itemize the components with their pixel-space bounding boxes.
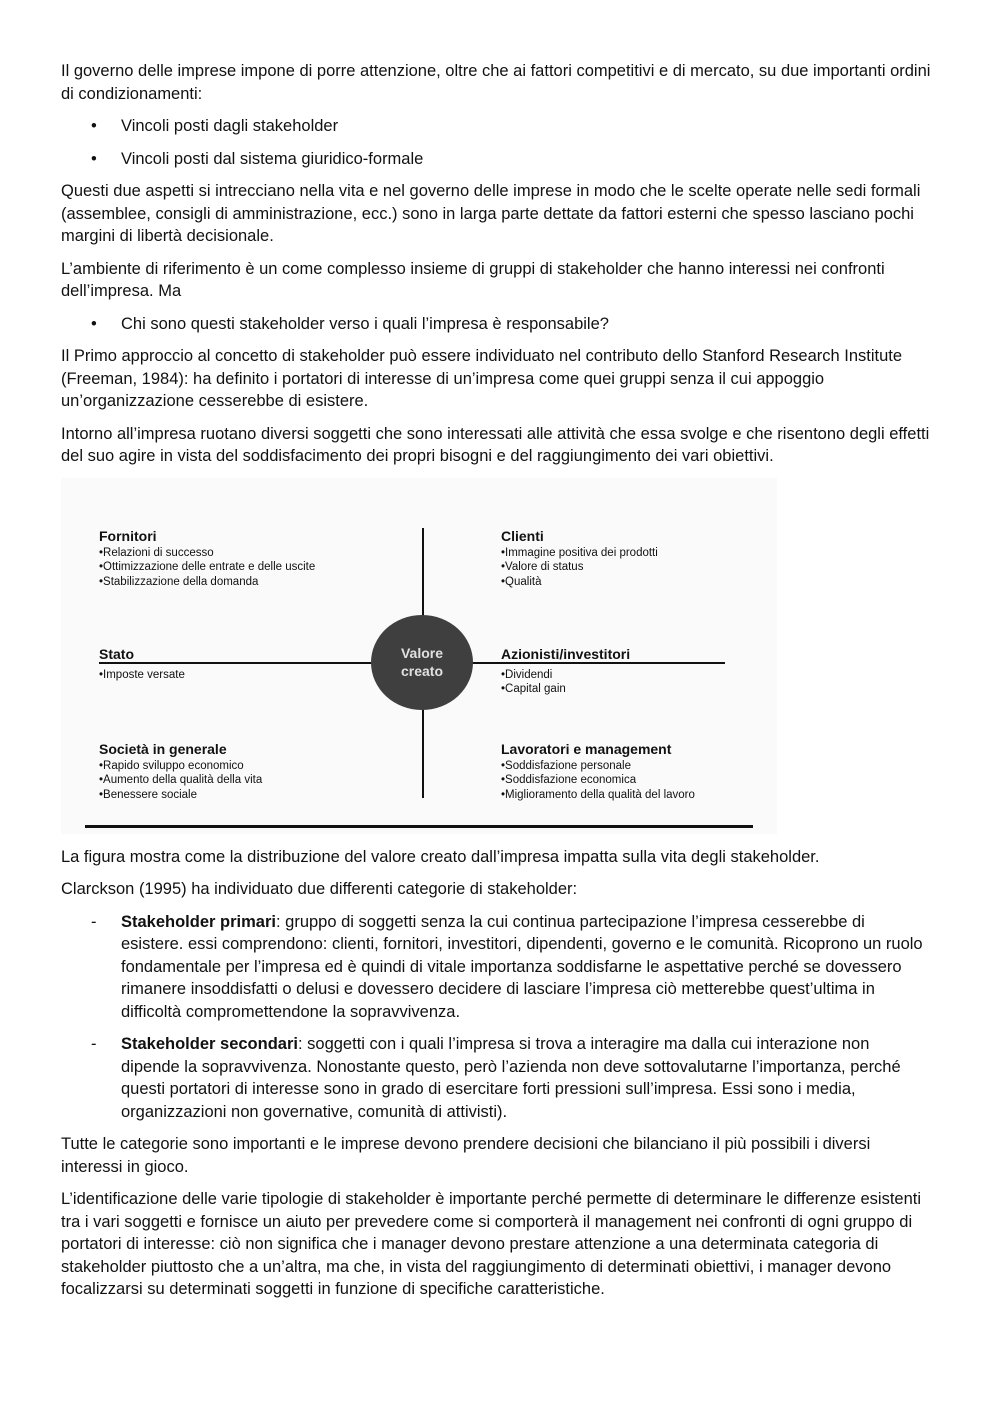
- quadrant-item: • Rapido sviluppo economico: [99, 759, 262, 774]
- term-primary-text: : gruppo di soggetti senza la cui continua partecipazione l’impresa cesserebbe di esistere. essi comprendono: clienti, fornitori, investitori, dipendenti, governo e le comunità. Ricoprono un ruolo fondamentale per l’impresa ed è quindi di vitale importanza soddisfarne le aspettative perché se dovessero rimanere insoddisfatti o delusi e dovessero decidere di lasciare l’impresa ciò metterebbe quest’ultima in difficoltà compromettendone la sopravvivenza.: [121, 912, 923, 1021]
- bullet-marker: •: [91, 149, 97, 168]
- list-item-text: Vincoli posti dal sistema giuridico-formale: [121, 149, 424, 168]
- dash-marker: -: [91, 1035, 97, 1053]
- list-item-text: Chi sono questi stakeholder verso i quali l’impresa è responsabile?: [121, 314, 609, 333]
- quadrant-title: Azionisti/investitori: [501, 645, 631, 662]
- quadrant-title: Clienti: [501, 527, 544, 544]
- document-page: [61, 60, 931, 1311]
- paragraph-intro: Il governo delle imprese impone di porre attenzione, oltre che ai fattori competitivi e di mercato, su due importanti ordini di condizionamenti:: [61, 62, 931, 103]
- quadrant-title: Stato: [99, 645, 134, 662]
- bullet-list-constraints: [61, 115, 931, 170]
- circle-label-line-1: Valore: [400, 645, 444, 661]
- list-item: [61, 115, 931, 138]
- value-created-circle: [371, 615, 473, 710]
- quadrant-item: • Capital gain: [501, 682, 630, 697]
- dash-marker: -: [91, 912, 97, 931]
- quadrant-item: • Relazioni di successo: [99, 546, 315, 561]
- list-item: [61, 148, 931, 171]
- quadrant-item: • Ottimizzazione delle entrate e delle uscite: [99, 560, 315, 575]
- quadrant-item: • Imposte versate: [99, 668, 185, 683]
- paragraph-subjects: Intorno all’impresa ruotano diversi soggetti che sono interessati alle attività che essa svolge e che risentono degli effetti del suo agire in vista del soddisfacimento dei propri bisogni e del raggiungimento dei vari obiettivi.: [61, 424, 930, 465]
- list-item: [61, 911, 931, 1024]
- quadrant-stato: [99, 646, 185, 683]
- diagram-bottom-rule: [85, 825, 753, 828]
- bullet-list-question: [61, 313, 931, 336]
- paragraph-freeman: Il Primo approccio al concetto di stakeholder può essere individuato nel contributo dello Stanford Research Institute (Freeman, 1984): ha definito i portatori di interesse di un’impresa come quei gruppi senza il cui appoggio un’organizzazione cesserebbe di esistere.: [61, 347, 903, 410]
- quadrant-item: • Valore di status: [501, 560, 658, 575]
- paragraph-clarckson: Clarckson (1995) ha individuato due differenti categorie di stakeholder:: [61, 880, 578, 898]
- paragraph-all-categories: Tutte le categorie sono importanti e le imprese devono prendere decisioni che bilanciano il più possibili i diversi interessi in gioco.: [61, 1135, 871, 1176]
- quadrant-clienti: [501, 528, 658, 590]
- term-secondary-text: : soggetti con i quali l’impresa si trova a interagire ma dalla cui interazione non dipende la sopravvivenza. Nonostante questo, però l’azienda non deve sottovalutarne l’importanza, perché questi portatori di interesse sono in grado di esercitare forti pressioni sull’impresa. Essi sono i media, organizzazioni non governative, comunità di attivisti).: [121, 1035, 901, 1121]
- quadrant-item: • Stabilizzazione della domanda: [99, 575, 315, 590]
- paragraph-figure-caption: La figura mostra come la distribuzione del valore creato dall’impresa impatta sulla vita degli stakeholder.: [61, 847, 820, 866]
- quadrant-item: • Benessere sociale: [99, 788, 262, 803]
- circle-label-line-2: creato: [400, 663, 444, 679]
- paragraph-identification: L’identificazione delle varie tipologie di stakeholder è importante perché permette di determinare le differenze esistenti tra i vari soggetti e fornisce un aiuto per prevedere come si comporterà il management nei confronti di ogni gruppo di portatori di interesse: ciò non significa che i manager devono prestare attenzione a una determinata categoria di stakeholder piuttosto che a un’altra, ma che, in vista del raggiungimento di determinati obiettivi, i manager devono focalizzarsi su determinati soggetti in funzione di specifiche caratteristiche.: [61, 1190, 922, 1298]
- list-item-text: Vincoli posti dagli stakeholder: [121, 117, 339, 135]
- quadrant-item: • Soddisfazione economica: [501, 773, 695, 788]
- quadrant-item: • Soddisfazione personale: [501, 759, 695, 774]
- bullet-marker: •: [91, 117, 97, 135]
- quadrant-title: Lavoratori e management: [501, 740, 672, 757]
- bullet-marker: •: [91, 314, 97, 333]
- stakeholder-value-diagram: [61, 478, 777, 834]
- quadrant-fornitori: [99, 528, 315, 590]
- list-item: [61, 1033, 931, 1123]
- quadrant-item: • Aumento della qualità della vita: [99, 773, 262, 788]
- term-primary: Stakeholder primari: [121, 912, 276, 931]
- quadrant-item: • Dividendi: [501, 668, 630, 683]
- paragraph-intertwine: Questi due aspetti si intrecciano nella vita e nel governo delle imprese in modo che le scelte operate nelle sedi formali (assemblee, consigli di amministrazione, ecc.) sono in larga parte dettate da fattori esterni che spesso lasciano pochi margini di libertà decisionale.: [61, 182, 921, 245]
- quadrant-title: Società in generale: [99, 740, 227, 757]
- list-item: [61, 313, 931, 336]
- quadrant-item: • Qualità: [501, 575, 658, 590]
- paragraph-environment: L’ambiente di riferimento è un come complesso insieme di gruppi di stakeholder che hanno interessi nei confronti dell’impresa. Ma: [61, 259, 885, 300]
- quadrant-title: Fornitori: [99, 527, 157, 544]
- quadrant-azionisti: [501, 646, 630, 697]
- quadrant-societa: [99, 741, 262, 803]
- quadrant-lavoratori: [501, 741, 695, 803]
- dash-list-categories: [61, 911, 931, 1124]
- quadrant-item: • Miglioramento della qualità del lavoro: [501, 788, 695, 803]
- quadrant-item: • Immagine positiva dei prodotti: [501, 546, 658, 561]
- term-secondary: Stakeholder secondari: [121, 1035, 298, 1053]
